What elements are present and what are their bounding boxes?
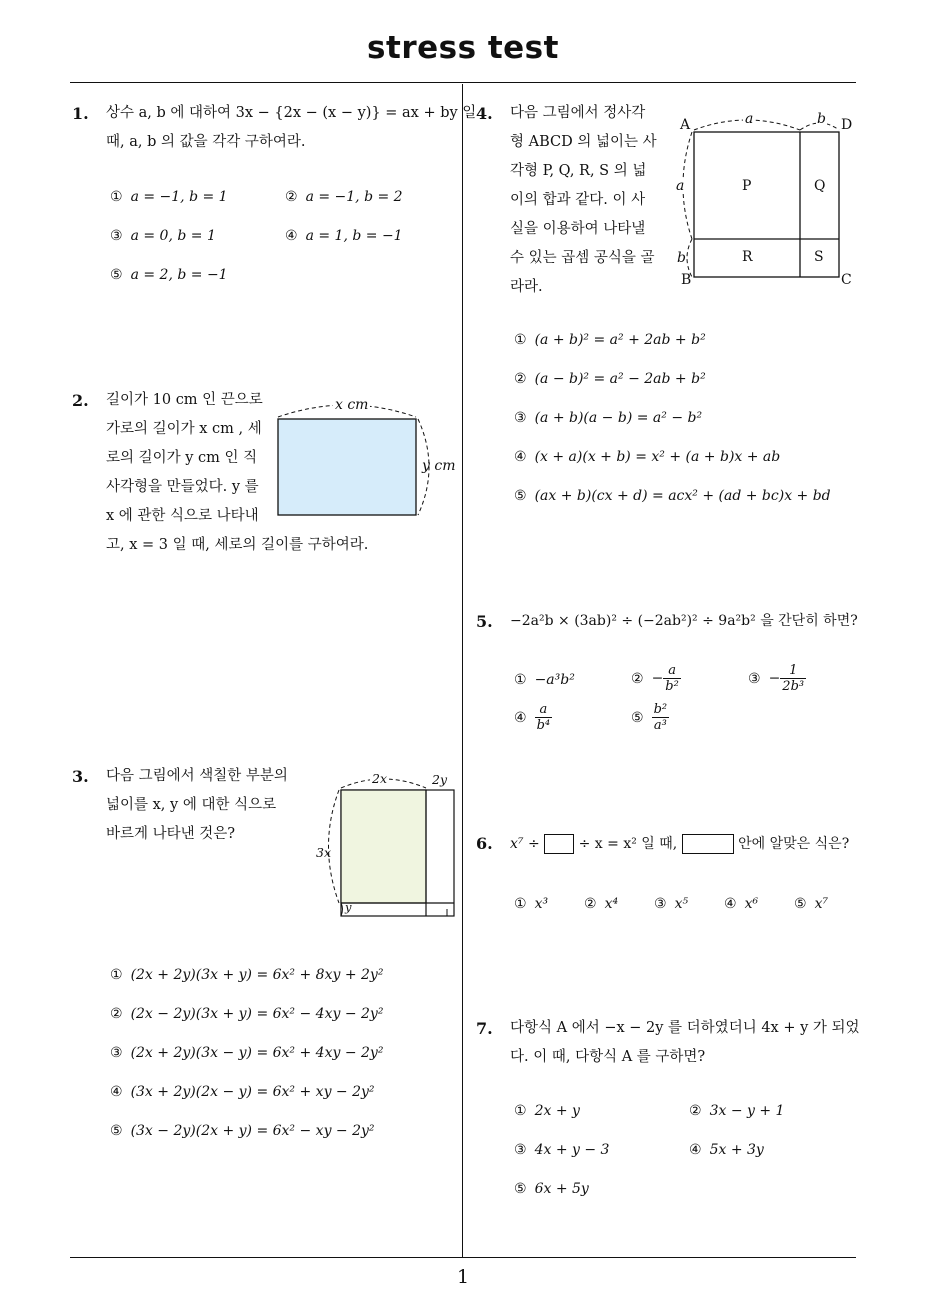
answer-option[interactable]: ② (a − b)² = a² − 2ab + b² <box>514 371 706 387</box>
region-r: R <box>742 249 753 265</box>
answer-option[interactable]: ⑤ $\frac{\text{b²}}{\text{a³}}$ <box>631 702 668 733</box>
answer-option[interactable]: ② − $\frac{a}{\text{b²}}$ <box>631 663 679 694</box>
question-text-line: 각형 P, Q, R, S 의 넓 <box>510 163 647 179</box>
question-text-line: 이의 합과 같다. 이 사 <box>510 192 646 208</box>
question-text-line: 가로의 길이가 x cm , 세 <box>106 421 262 437</box>
question-text-line: 때, a, b 의 값을 각각 구하여라. <box>106 134 306 150</box>
question-text-line: 넓이를 x, y 에 대한 식으로 <box>106 797 277 813</box>
answer-option[interactable]: ② a = −1, b = 2 <box>285 189 403 205</box>
header-rule <box>70 82 856 83</box>
vertex-d: D <box>841 117 853 133</box>
height-label: y cm <box>422 458 456 474</box>
fraction: $\frac{\text{b²}}{\text{a³}}$ <box>653 702 668 733</box>
region-p: P <box>742 178 752 194</box>
fraction: $\frac{1}{\text{2b³}}$ <box>782 663 805 694</box>
question-text-line: 바르게 나타낸 것은? <box>106 826 236 842</box>
answer-option[interactable]: ④ (x + a)(x + b) = x² + (a + b)x + ab <box>514 449 781 465</box>
answer-option[interactable]: ③ 4x + y − 3 <box>514 1142 610 1158</box>
answer-option[interactable]: ① −a³b² <box>514 672 575 688</box>
question-number: 3. <box>72 767 89 786</box>
label-b-left: b <box>677 250 686 266</box>
answer-option[interactable]: ⑤ a = 2, b = −1 <box>110 267 228 283</box>
question-text-part: x⁷ ÷ <box>510 836 540 852</box>
vertex-b: B <box>681 272 692 288</box>
answer-option[interactable]: ⑤ (3x − 2y)(2x + y) = 6x² − xy − 2y² <box>110 1123 375 1139</box>
shaded-region <box>341 790 426 903</box>
answer-option[interactable]: ③ a = 0, b = 1 <box>110 228 216 244</box>
answer-blank <box>544 834 574 854</box>
question-text-part: 안에 알맞은 식은? <box>738 836 850 852</box>
column-divider <box>462 84 463 1258</box>
question-text-line: x 에 관한 식으로 나타내 <box>106 508 259 524</box>
region-q: Q <box>814 178 826 194</box>
question-text-line: 실을 이용하여 나타낼 <box>510 221 646 237</box>
answer-option[interactable]: ② x⁴ <box>584 896 619 912</box>
question-number: 2. <box>72 391 89 410</box>
label-a-top: a <box>745 111 754 127</box>
answer-option[interactable]: ⑤ x⁷ <box>794 896 829 912</box>
label-y: y <box>345 900 352 914</box>
width-label: x cm <box>335 397 369 413</box>
answer-option[interactable]: ② 3x − y + 1 <box>689 1103 785 1119</box>
answer-option[interactable]: ④ 5x + 3y <box>689 1142 764 1158</box>
label-a-left: a <box>676 178 685 194</box>
question-text <box>106 762 288 849</box>
page-title: stress test <box>367 30 559 66</box>
label-2x: 2x <box>372 771 388 786</box>
question-text-line: 라라. <box>510 279 543 295</box>
rectangle-shape <box>278 419 416 515</box>
question-text-line: 사각형을 만들었다. y 를 <box>106 479 259 495</box>
question-text-line: 로의 길이가 y cm 인 직 <box>106 450 258 466</box>
vertex-c: C <box>841 272 852 288</box>
answer-option[interactable]: ① 2x + y <box>514 1103 580 1119</box>
answer-option[interactable]: ③ (2x + 2y)(3x − y) = 6x² + 4xy − 2y² <box>110 1045 384 1061</box>
question-text-line: 다음 그림에서 색칠한 부분의 <box>106 768 288 784</box>
answer-option[interactable]: ⑤ 6x + 5y <box>514 1181 589 1197</box>
question-number: 4. <box>476 104 493 123</box>
area-figure <box>320 770 460 920</box>
label-3x: 3x <box>316 845 332 860</box>
question-number: 5. <box>476 612 493 631</box>
answer-option[interactable]: ③ − $\frac{1}{\text{2b³}}$ <box>748 663 805 694</box>
region-s: S <box>814 249 824 265</box>
page-number: 1 <box>456 1266 470 1288</box>
question-text-line: 수 있는 곱셈 공식을 골 <box>510 250 655 266</box>
answer-option[interactable]: ③ (a + b)(a − b) = a² − b² <box>514 410 703 426</box>
answer-option[interactable]: ① (a + b)² = a² + 2ab + b² <box>514 332 706 348</box>
fraction: $\frac{a}{\text{b²}}$ <box>665 663 679 694</box>
label-b-top: b <box>817 111 826 127</box>
question-text-line: 다음 그림에서 정사각 <box>510 105 646 121</box>
question-text-part: ÷ x = x² 일 때, <box>578 836 678 852</box>
question-number: 6. <box>476 834 493 853</box>
answer-option[interactable]: ④ a = 1, b = −1 <box>285 228 403 244</box>
question-text-line: 길이가 10 cm 인 끈으로 <box>106 392 263 408</box>
answer-option[interactable]: ④ (3x + 2y)(2x − y) = 6x² + xy − 2y² <box>110 1084 375 1100</box>
question-text <box>510 830 849 859</box>
question-text-line: 다항식 A 에서 −x − 2y 를 더하였더니 4x + y 가 되었 <box>510 1020 860 1036</box>
question-text-line: 상수 a, b 에 대하여 3x − {2x − (x − y)} = ax + by 일 <box>106 105 477 121</box>
answer-option[interactable]: ① x³ <box>514 896 549 912</box>
answer-option[interactable]: ① (2x + 2y)(3x + y) = 6x² + 8xy + 2y² <box>110 967 384 983</box>
question-number: 7. <box>476 1019 493 1038</box>
question-text-line: 다. 이 때, 다항식 A 를 구하면? <box>510 1049 706 1065</box>
question-text <box>106 99 476 157</box>
answer-option[interactable]: ④ x⁶ <box>724 896 759 912</box>
answer-option[interactable]: ④ $\frac{a}{\text{b⁴}}$ <box>514 702 551 733</box>
question-text-line: 고, x = 3 일 때, 세로의 길이를 구하여라. <box>106 537 369 553</box>
question-number: 1. <box>72 104 89 123</box>
question-text-line: 형 ABCD 의 넓이는 사 <box>510 134 657 150</box>
label-2y: 2y <box>432 772 448 787</box>
footer-rule <box>70 1257 856 1258</box>
answer-blank <box>682 834 734 854</box>
question-text <box>510 99 657 302</box>
answer-option[interactable]: ② (2x − 2y)(3x + y) = 6x² − 4xy − 2y² <box>110 1006 384 1022</box>
answer-option[interactable]: ① a = −1, b = 1 <box>110 189 228 205</box>
fraction: $\frac{a}{\text{b⁴}}$ <box>536 702 551 733</box>
answer-option[interactable]: ⑤ (ax + b)(cx + d) = acx² + (ad + bc)x + bd <box>514 488 831 504</box>
question-text <box>510 1014 860 1072</box>
vertex-a: A <box>680 117 691 133</box>
answer-option[interactable]: ③ x⁵ <box>654 896 689 912</box>
question-text: −2a²b × (3ab)² ÷ (−2ab²)² ÷ 9a²b² 을 간단히 하면? <box>510 613 858 629</box>
